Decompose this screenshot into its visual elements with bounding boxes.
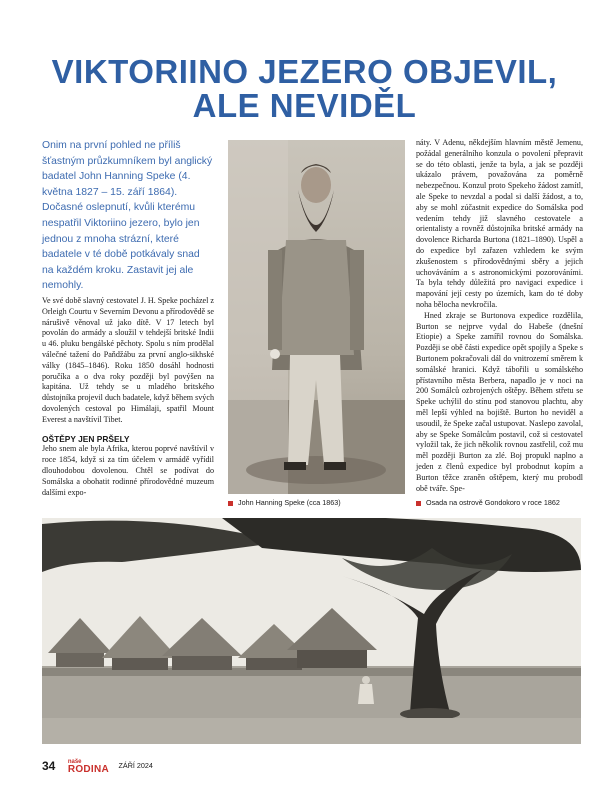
logo-main-text: RODINA — [67, 763, 110, 775]
portrait-caption: John Hanning Speke (cca 1863) — [228, 498, 341, 507]
title-line-1: VIKTORIINO JEZERO OBJEVIL, — [51, 53, 558, 90]
caption-marker-icon — [416, 501, 421, 506]
body-paragraph: Hned zkraje se Burtonova expedice rozdělila, Burton se nejprve vydal do Habeše (dnešní Etiopie) a Speke zamířil rovnou do Somálska. Později se obě části expedice opět spojily a Speke s Burtonem pokračovali dál do vnitrozemí směrem k somálské hranici. Když tábořili u somálského přístavního města Berbera, napadlo je v noci na 200 Somálců ozbrojených oštěpy. Během střetu se Speke uchýlil do stínu pod stanovou plachtu, aby měl lepší výhled na bojiště. Burton ho neviděl a usoudil, že Speke začal ustupovat. Naslepo zavolal, aby se Speke Somálcům postavil, což si cestovatel vyložil tak, že jich několik rovnou zastřelil, což mu měl později Burton za zlé. Boj propukl naplno a jeden z členů expedice byl probodnut kopím a Burton těžce zraněn oštěpem, který mu probodl obě tváře. Spe- — [416, 310, 584, 493]
logo-small-text: naše — [67, 758, 82, 765]
lead-paragraph: Onim na první pohled ne příliš šťastným průzkumníkem byl anglický badatel John Hanning Speke (4. května 1827 – 15. září 1864). Dočasné oslepnutí, kvůli kterému nespatřil Viktoriino jezero, bylo jen jednou z mnoha strázní, které badatele v té době potkávaly snad na každém kroku. Zastavit jej ale nemohly. — [42, 140, 213, 292]
village-illustration — [42, 518, 581, 744]
body-paragraph: Ve své době slavný cestovatel J. H. Speke pocházel z Orleigh Courtu v Severním Devonu a přírodovědě se nárušivě věnoval už jako dítě. V 17 letech byl povolán do armády a sloužil v tehdejší britské Indii u 46. pluku bengálské pěchoty. Spolu s ním prodělal válečné tažení do Paňdžábu za první anglo-sikhské války (1845–1846). Roku 1850 dosáhl hodnosti poručíka a o dva roky později byl povýšen na kapitána. Už tehdy se u mladého britského důstojníka projevil duch badatele, když během svých dovolených cestoval po Himálaji, spatřil Mount Everest a navštívil Tibet. — [42, 296, 214, 424]
caption-marker-icon — [228, 501, 233, 506]
column-3 — [416, 138, 583, 494]
page-number: 34 — [42, 758, 56, 773]
portrait-illustration — [228, 140, 405, 494]
page-footer — [42, 757, 153, 775]
issue-date: ZÁŘÍ 2024 — [118, 761, 153, 771]
body-paragraph: Jeho snem ale byla Afrika, kterou poprvé navštívil v roce 1854, když si za tím účelem v armádě vyřídil dlouhodobou dovolenou. Chtěl se podívat do Somálska a obohatit rodinné přírodovědné muzeum dalšími expo- — [42, 444, 214, 497]
village-photo — [42, 518, 581, 744]
body-paragraph: náty. V Adenu, někdejším hlavním městě Jemenu, požádal generálního konzula o povolení přepravit se do této oblasti, jenže ta byla, a jak se později ukázalo právem, považována za poměrně nebezpečnou. Konzul proto Spekeho žádost zamítl, ale Speke to nevzdal a podal si další žádost, a to, aby se mohl zúčastnit expedice do Somálska pod vedením tehdy již slavného cestovatele a orientalisty a rovněž důstojníka britské armády na dovolence Richarda Burtona (1821–1890). Uspěl a do expedice byl zařazen vzhledem ke svým zkušenostem s přírodovědnými sběry a jejich uchováváním a s astronomickými pozorováními. Ta byla tehdy důležitá pro navigaci expedice i mapování její cesty po územích, kam do té doby noha bělocha nevkročila. — [416, 138, 583, 309]
village-caption: Osada na ostrově Gondokoro v roce 1862 — [416, 498, 560, 507]
title-line-2: ALE NEVIDĚL — [192, 87, 417, 124]
magazine-logo — [68, 759, 109, 773]
article-title — [0, 55, 609, 123]
column-1 — [42, 296, 214, 498]
subheading: OŠTĚPY JEN PRŠELY — [42, 433, 130, 444]
portrait-photo — [228, 140, 405, 494]
